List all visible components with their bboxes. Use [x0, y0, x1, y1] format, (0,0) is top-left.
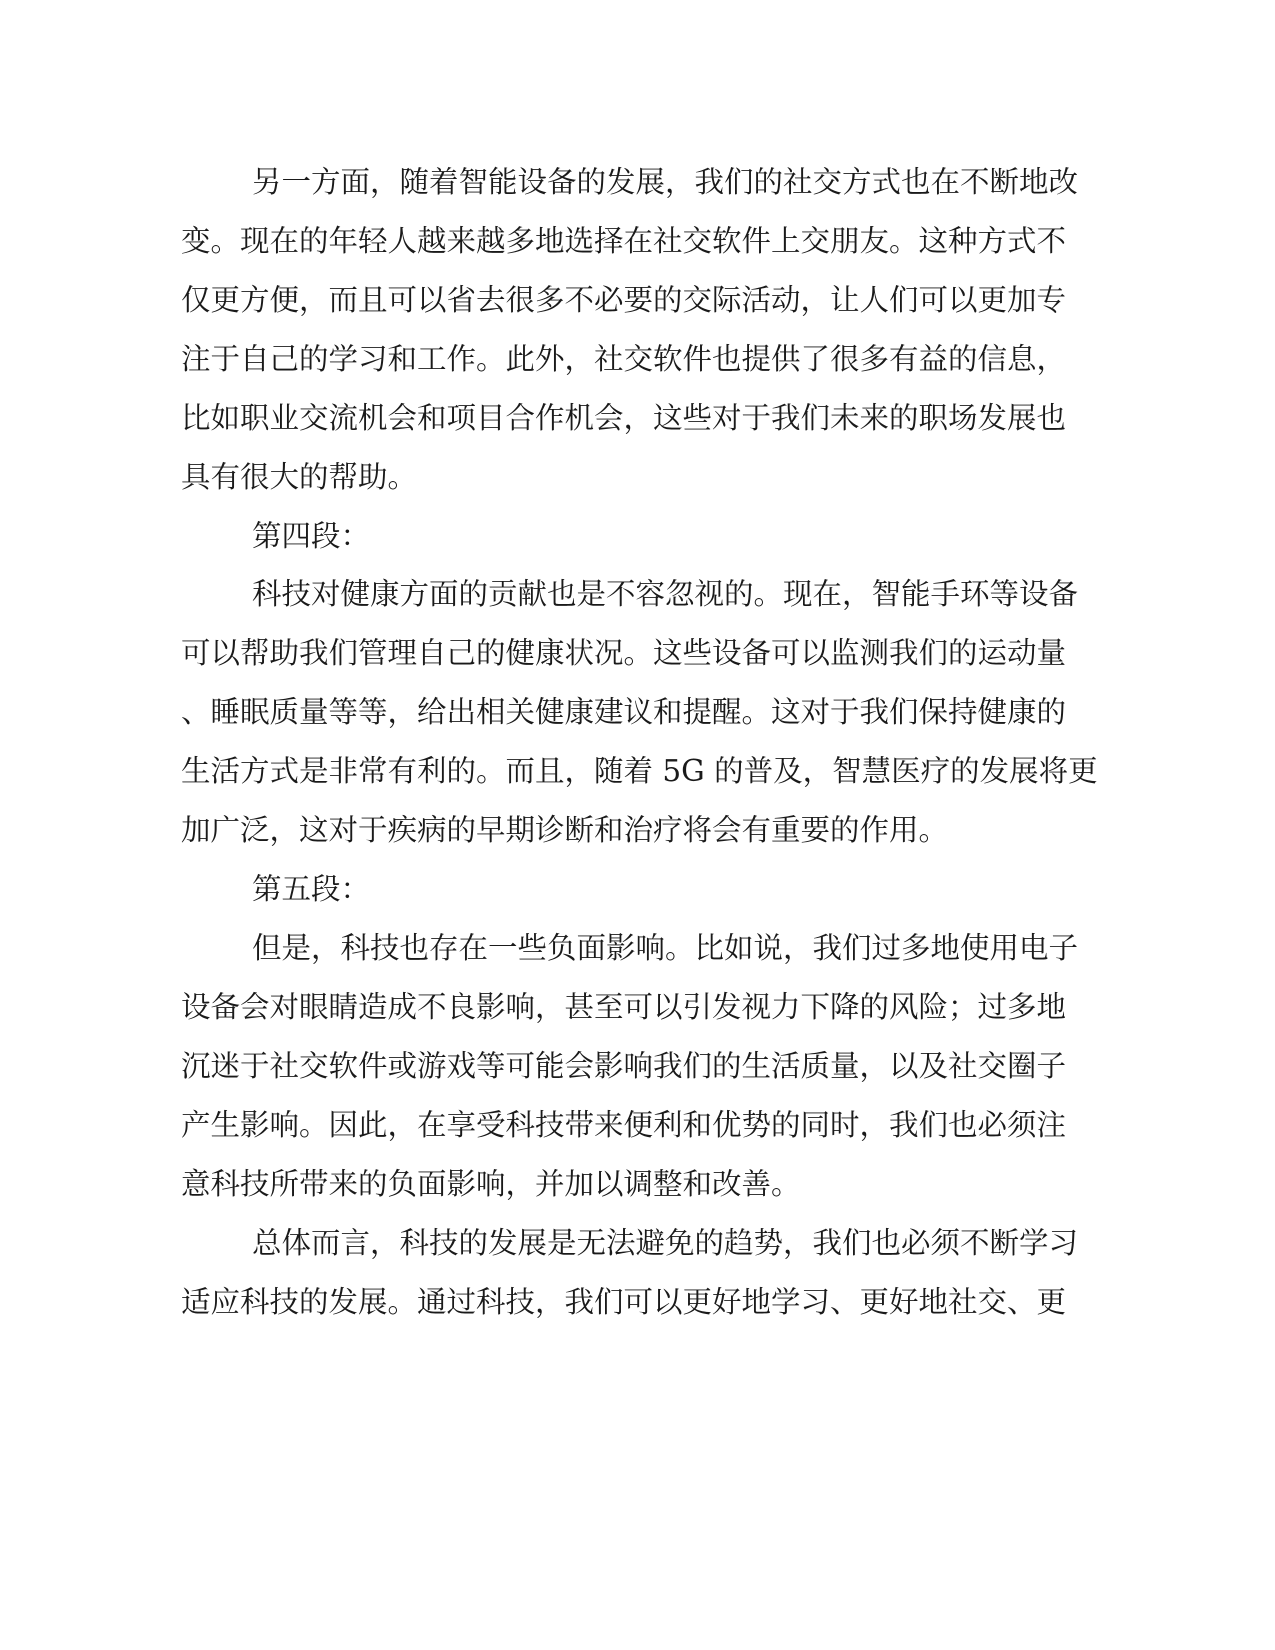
paragraph-health-line-1: 科技对健康方面的贡献也是不容忽视的。现在，智能手环等设备	[252, 577, 1079, 611]
paragraph-negative-line-1: 但是，科技也存在一些负面影响。比如说，我们过多地使用电子	[252, 931, 1079, 965]
paragraph-negative-line-4: 产生影响。因此，在享受科技带来便利和优势的同时，我们也必须注	[181, 1108, 1067, 1142]
paragraph-negative-line-2: 设备会对眼睛造成不良影响，甚至可以引发视力下降的风险；过多地	[181, 990, 1067, 1024]
paragraph-summary-line-1: 总体而言，科技的发展是无法避免的趋势，我们也必须不断学习	[252, 1226, 1079, 1260]
paragraph-social-line-6: 具有很大的帮助。	[181, 460, 418, 494]
paragraph-health-line-2: 可以帮助我们管理自己的健康状况。这些设备可以监测我们的运动量	[181, 636, 1067, 670]
paragraph-summary-line-2: 适应科技的发展。通过科技，我们可以更好地学习、更好地社交、更	[181, 1285, 1067, 1319]
paragraph-health-line-3: 、睡眠质量等等，给出相关健康建议和提醒。这对于我们保持健康的	[181, 695, 1067, 729]
paragraph-social-line-3: 仅更方便，而且可以省去很多不必要的交际活动，让人们可以更加专	[181, 283, 1067, 317]
paragraph-social-line-4: 注于自己的学习和工作。此外，社交软件也提供了很多有益的信息，	[181, 342, 1067, 376]
paragraph-social-line-1: 另一方面，随着智能设备的发展，我们的社交方式也在不断地改	[252, 165, 1079, 199]
paragraph-negative-line-3: 沉迷于社交软件或游戏等可能会影响我们的生活质量，以及社交圈子	[181, 1049, 1067, 1083]
paragraph-health-line-4: 生活方式是非常有利的。而且，随着 5G 的普及，智慧医疗的发展将更	[181, 754, 1098, 788]
section-heading-4: 第四段：	[252, 519, 371, 553]
paragraph-health-line-5: 加广泛，这对于疾病的早期诊断和治疗将会有重要的作用。	[181, 813, 949, 847]
paragraph-social-line-5: 比如职业交流机会和项目合作机会，这些对于我们未来的职场发展也	[181, 401, 1067, 435]
paragraph-negative-line-5: 意科技所带来的负面影响，并加以调整和改善。	[181, 1167, 801, 1201]
section-heading-5: 第五段：	[252, 872, 371, 906]
paragraph-social-line-2: 变。现在的年轻人越来越多地选择在社交软件上交朋友。这种方式不	[181, 224, 1067, 258]
